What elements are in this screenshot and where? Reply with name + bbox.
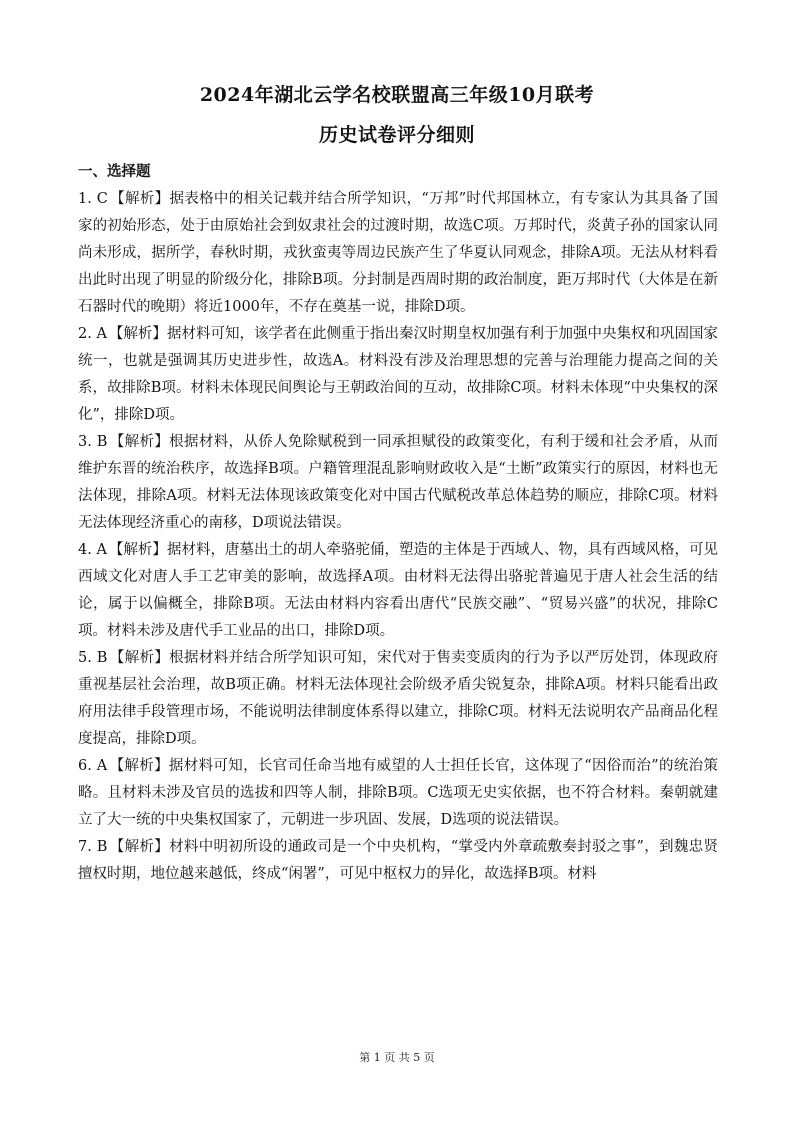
item-number: 6. A	[78, 758, 108, 774]
item-number: 7. B	[78, 839, 108, 855]
exam-title: 2024年湖北云学名校联盟高三年级10月联考	[199, 84, 595, 106]
item-text: 据材料可知，长官司任命当地有威望的人士担任长官，这体现了“因俗而治”的统治策略。且材料未涉及官员的选拔和四等人制，排除B项。C选项无史实依据，也不符合材料。秦朝就建立了大一统的中央集权国家了，元朝进一步巩固、发展，D选项的说法错误。	[78, 758, 719, 828]
exam-subtitle: 历史试卷评分细则	[318, 124, 475, 146]
page-number: 第 1 页 共 5 页	[359, 1051, 435, 1064]
item-number: 3. B	[78, 434, 108, 450]
answer-item-2	[78, 321, 718, 429]
answer-item-1	[78, 186, 718, 321]
analysis-tag: 【解析】	[108, 326, 167, 342]
item-text: 据材料可知，该学者在此侧重于指出秦汉时期皇权加强有利于加强中央集权和巩固国家统一，也就是强调其历史进步性，故选A。材料没有涉及治理思想的完善与治理能力提高之间的关系，故排除B项。材料未体现民间舆论与王朝政治间的互动，故排除C项。材料未体现“中央集权的深化”，排除D项。	[78, 326, 719, 423]
item-text: 根据材料并结合所学知识可知，宋代对于售卖变质肉的行为予以严厉处罚，体现政府重视基层社会治理，故B项正确。材料无法体现社会阶级矛盾尖锐复杂，排除A项。材料只能看出政府用法律手段管理市场，不能说明法律制度体系得以建立，排除C项。材料无法说明农产品商品化程度提高，排除D项。	[78, 650, 719, 747]
item-number: 1. C	[78, 191, 108, 207]
analysis-tag: 【解析】	[109, 839, 170, 855]
analysis-tag: 【解析】	[109, 434, 170, 450]
answer-item-5	[78, 645, 718, 753]
section-heading: 一、选择题	[78, 163, 151, 180]
item-text: 根据材料，从侨人免除赋税到一同承担赋役的政策变化，有利于缓和社会矛盾，从而维护东晋的统治秩序，故选择B项。户籍管理混乱影响财政收入是“土断”政策实行的原因，材料也无法体现，排除A项。材料无法体现该政策变化对中国古代赋税改革总体趋势的顺应，排除C项。材料无法体现经济重心的南移，D项说法错误。	[78, 434, 719, 531]
answer-item-6	[78, 753, 718, 834]
analysis-tag: 【解析】	[108, 542, 167, 558]
item-number: 2. A	[78, 326, 107, 342]
item-number: 5. B	[78, 650, 108, 666]
analysis-tag: 【解析】	[109, 650, 170, 666]
answer-item-3	[78, 429, 718, 537]
analysis-tag: 【解析】	[109, 191, 170, 207]
item-text: 据表格中的相关记载并结合所学知识，“万邦”时代邦国林立，有专家认为其具备了国家的初始形态，处于由原始社会到奴隶社会的过渡时期，故选C项。万邦时代，炎黄子孙的国家认同尚未形成，据所学，春秋时期，戎狄蛮夷等周边民族产生了华夏认同观念，排除A项。无法从材料看出此时出现了明显的阶级分化，排除B项。分封制是西周时期的政治制度，距万邦时代（大体是在新石器时代的晚期）将近1000年，不存在奠基一说，排除D项。	[78, 191, 718, 315]
answer-item-4	[78, 537, 718, 645]
answer-list	[78, 186, 718, 888]
analysis-tag: 【解析】	[109, 758, 169, 774]
item-number: 4. A	[78, 542, 107, 558]
item-text: 据材料，唐墓出土的胡人牵骆驼俑，塑造的主体是于西域人、物，具有西域风格，可见西域文化对唐人手工艺审美的影响，故选择A项。由材料无法得出骆驼普遍见于唐人社会生活的结论，属于以偏概全，排除B项。无法由材料内容看出唐代“民族交融”、“贸易兴盛”的状况，排除C项。材料未涉及唐代手工业品的出口，排除D项。	[78, 542, 719, 639]
answer-item-7	[78, 834, 718, 888]
item-text: 材料中明初所设的通政司是一个中央机构，“掌受内外章疏敷奏封驳之事”，到魏忠贤擅权时期，地位越来越低，终成“闲署”，可见中枢权力的异化，故选择B项。材料	[78, 839, 719, 882]
